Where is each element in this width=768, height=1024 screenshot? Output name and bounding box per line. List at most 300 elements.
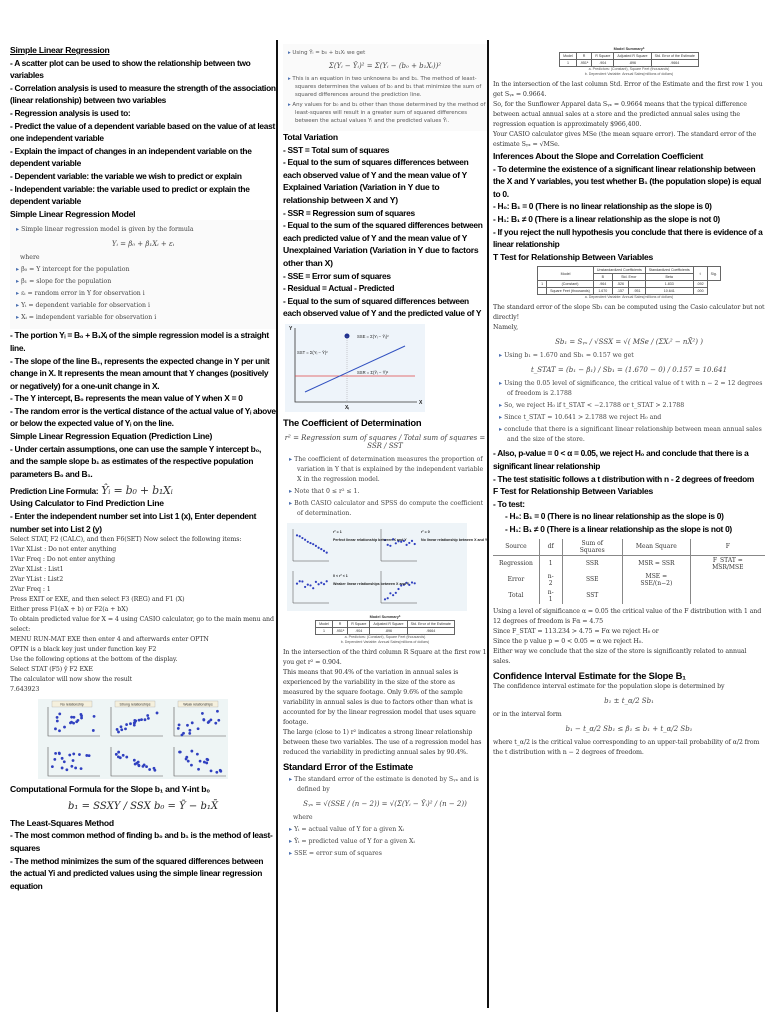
data-point xyxy=(117,731,120,734)
data-point xyxy=(124,728,127,731)
slide-bullet: ▸ conclude that there is a significant linear relationship between mean annual sales and the size of the store. xyxy=(493,425,765,445)
paragraph: Either press F1(aX + b) or F2(a + bX) xyxy=(10,606,128,614)
paragraph: 2Var YList : List2 xyxy=(10,576,64,584)
paragraph: 2Var XList : List1 xyxy=(10,566,64,574)
paragraph: Press EXIT or EXE, and then select F3 (REG) and F1 (X) xyxy=(10,596,185,604)
data-point xyxy=(69,722,72,725)
table-footnote: b. Dependent Variable: Annual Sales(millions of dollars) xyxy=(340,639,430,644)
data-point xyxy=(115,753,118,756)
data-point xyxy=(92,729,95,732)
diagram-label: Xᵢ xyxy=(345,404,350,411)
data-point xyxy=(187,760,190,763)
table-cell: SSE xyxy=(562,572,623,588)
slide-bullet: ▸ εᵢ = random error in Y for observation i xyxy=(10,289,276,299)
data-point xyxy=(56,720,59,723)
data-point xyxy=(54,752,57,755)
data-point xyxy=(119,757,122,760)
table-footnote: a. Predictors: (Constant), Square Feet (thousands) xyxy=(588,67,670,71)
table-cell: F_STAT = MSR/MSE xyxy=(712,556,744,571)
paragraph: Either way we conclude that the size of the store is significantly related to annual sales. xyxy=(493,647,747,665)
table-cell: .9664 xyxy=(407,627,454,634)
data-point xyxy=(414,543,416,545)
column-1 xyxy=(10,44,276,892)
coef-table xyxy=(537,266,721,295)
data-point xyxy=(70,716,73,719)
data-point xyxy=(85,754,88,757)
figure-background xyxy=(285,324,425,412)
data-point xyxy=(197,728,200,731)
figure-label: Weaker linear relationships between X and Y xyxy=(333,581,410,586)
column-subheader: Beta xyxy=(645,274,693,281)
data-point xyxy=(309,584,311,586)
paragraph: Since F_STAT = 113.234 > 4.75 = Fα we reject H₀ or xyxy=(493,627,659,635)
paragraph: Select STAT, F2 (CALC), and then F6(SET) Now select the following items: xyxy=(10,536,242,544)
scatter-plots-figure xyxy=(38,699,228,779)
slide-bullet: ▸ So, we reject H₀ if t_STAT < −2.1788 or t_STAT > 2.1788 xyxy=(493,401,765,411)
table-header-row xyxy=(538,267,721,274)
data-point xyxy=(80,767,83,770)
data-point xyxy=(299,580,301,582)
column-header: R Square xyxy=(592,53,614,60)
data-point xyxy=(117,751,120,754)
data-point xyxy=(74,767,77,770)
data-point xyxy=(129,723,132,726)
data-point xyxy=(190,764,193,767)
table-cell: Total xyxy=(493,588,539,604)
formula: b₁ ± t_α/2 Sb₁ xyxy=(604,696,654,705)
data-point xyxy=(191,722,194,725)
body-text: - The method minimizes the sum of the squared differences between the actual Yi and predicted values using the simple linear regression equation xyxy=(10,855,264,891)
table-cell: MSR = SSR xyxy=(623,555,691,572)
body-text: - To test: xyxy=(493,498,525,509)
diagram-label: SSE = Σ(Yᵢ − Ŷᵢ)² xyxy=(357,333,389,339)
body-text: - Explain the impact of changes in an independent variable on the dependent variable xyxy=(10,145,252,169)
table-cell: .9664 xyxy=(651,60,698,67)
body-text: - To determine the existence of a significant linear relationship between the X and Y variables, you test whether B₁ (the population slope) is equal to 0. xyxy=(493,163,762,199)
body-text: - Independent variable: the variable used to predict or explain the dependent variable xyxy=(10,183,250,207)
paragraph: So, for the Sunflower Apparel data Sᵧₓ = 0.9664 means that the typical difference between actual annual sales at a store and the predicted annual sales using the regression equation is approximately $966,400. xyxy=(493,101,747,128)
paragraph: 2Var Freq : 1 xyxy=(10,586,51,594)
paragraph: 7.643923 xyxy=(10,686,40,694)
data-point xyxy=(148,768,151,771)
data-point xyxy=(153,767,156,770)
diagram-label: X xyxy=(419,399,423,406)
column-header: Adjusted R Square xyxy=(370,620,407,627)
column-header: Sum of Squares xyxy=(562,539,623,556)
data-point xyxy=(320,548,322,550)
figure-background xyxy=(287,523,467,611)
column-header: df xyxy=(539,539,562,556)
data-point xyxy=(182,732,185,735)
data-point xyxy=(384,598,386,600)
data-point xyxy=(395,542,397,544)
table-cell xyxy=(690,572,765,588)
slide-excerpt xyxy=(283,44,487,131)
table-footnote: b. Dependent Variable: Annual Sales(millions of dollars) xyxy=(584,72,674,76)
section-heading: Standard Error of the Estimate xyxy=(283,760,413,772)
paragraph: or in the interval form xyxy=(493,710,562,718)
table-cell: 1 xyxy=(538,281,547,288)
data-point xyxy=(318,547,320,549)
body-text: - H₁: B₁ ≠ 0 (There is a linear relationship as the slope is not 0) xyxy=(493,213,720,224)
data-point xyxy=(145,765,148,768)
data-point xyxy=(206,759,209,762)
data-point xyxy=(186,724,189,727)
table-cell: .904 xyxy=(592,60,614,67)
column-header: Model xyxy=(560,53,577,60)
data-point xyxy=(54,728,57,731)
table-cell: .000 xyxy=(693,288,707,295)
formula: Sb₁ = Sᵧₓ / √SSX = √( MSe / (ΣXᵢ² − nX̄²) ) xyxy=(555,338,703,347)
data-point xyxy=(156,712,159,715)
slide-excerpt xyxy=(10,220,276,329)
data-point xyxy=(203,761,206,764)
data-point xyxy=(138,765,141,768)
paragraph: The standard error of the slope Sb₁ can be computed using the Casio calculator but not directly! xyxy=(493,304,765,322)
table-row xyxy=(493,588,765,604)
diagram-label: SST = Σ(Yᵢ − Ȳ)² xyxy=(297,349,328,355)
column-header: Unstandardized Coefficients xyxy=(593,267,645,274)
slide-bullet: ▸ Yᵢ = actual value of Y for a given Xᵢ xyxy=(283,825,487,835)
table-row xyxy=(538,281,721,288)
data-point xyxy=(133,724,136,727)
data-point xyxy=(80,717,83,720)
column-header: Std. Error of the Estimate xyxy=(651,53,698,60)
diagram-label: SSR = Σ(Ŷᵢ − Ȳ)² xyxy=(357,369,389,375)
table-cell: (Constant) xyxy=(547,281,594,288)
table-cell: MSE = SSE/(n−2) xyxy=(623,572,691,588)
figure-background xyxy=(38,699,228,779)
section-heading: Confidence Interval Estimate for the Slope B₁ xyxy=(493,669,686,681)
slide-bullet: ▸ Any values for b₀ and b₁ other than those determined by the method of least-squares will result in a greater sum of squared differences between the actual values Yᵢ and the predicted values Ŷᵢ. xyxy=(283,101,487,125)
data-point xyxy=(318,583,320,585)
table-cell: 1 xyxy=(560,60,577,67)
slide-text: where xyxy=(293,813,313,821)
section-heading: Unexplained Variation (Variation in Y due to factors other than X) xyxy=(283,245,479,268)
data-point xyxy=(197,768,200,771)
body-text: - Equal to the sum of the squared differences between each predicted value of Y and the mean value of Y xyxy=(283,220,483,243)
body-text: - SST = Total sum of squares xyxy=(283,144,390,155)
data-point xyxy=(78,753,81,756)
table-row xyxy=(560,60,699,67)
section-heading: Inferences About the Slope and Correlation Coefficient xyxy=(493,151,704,161)
paragraph: In the intersection of the third column R Square at the first row 1 you get r² = 0.904. xyxy=(283,648,487,666)
slide-bullet: ▸ SSE = error sum of squares xyxy=(283,849,487,859)
column-2 xyxy=(283,44,487,861)
body-text: - The most common method of finding b₀ and b₁ is the method of least-squares xyxy=(10,830,273,853)
data-point xyxy=(219,769,222,772)
paragraph: Since the p value p = 0 < 0.05 = α we reject H₀. xyxy=(493,637,644,645)
body-text: - SSR = Regression sum of squares xyxy=(283,207,415,218)
slide-bullet: ▸ Yᵢ = dependent variable for observation i xyxy=(10,301,276,311)
slide-bullet: ▸ This is an equation in two unknowns b₀ and b₁. The method of least-squares determines the values of b₀ and b₁ that minimize the sum of squared differences around the prediction line. xyxy=(283,75,487,99)
paragraph: 1Var XList : Do not enter anything xyxy=(10,546,117,554)
data-point xyxy=(208,720,211,723)
column-header: Sig. xyxy=(707,267,720,281)
table-row xyxy=(538,288,721,295)
diagram-label: Y xyxy=(289,325,293,332)
section-heading: Computational Formula for the Slope b₁ and Y-int b₀ xyxy=(10,784,210,795)
paragraph: Your CASIO calculator gives MSe (the mean square error). The standard error of the estimate Sᵧₓ = √MSe. xyxy=(493,131,757,148)
table-footnote: a. Dependent Variable: Annual Sales(millions of dollars) xyxy=(584,295,674,300)
data-point xyxy=(408,542,410,544)
slide-bullet: ▸ The coefficient of determination measures the proportion of variation in Y that is explained by the independent variable X in the regression model. xyxy=(283,455,487,485)
data-point xyxy=(309,542,311,544)
data-point xyxy=(190,750,193,753)
formula: b₁ − t_α/2 Sb₁ ≤ β₁ ≤ b₁ + t_α/2 Sb₁ xyxy=(565,724,693,733)
table-cell xyxy=(538,288,547,295)
body-text: - Equal to the sum of squares differences between each observed value of Y and the mean value of Y xyxy=(283,157,469,180)
paragraph: OPTN is a black key just under function key F2 xyxy=(10,646,157,654)
table-cell: 1.833 xyxy=(645,281,693,288)
figure-label: r² = 1 xyxy=(333,529,342,534)
data-point xyxy=(125,756,128,759)
figure-label: No linear relationship between X and Y xyxy=(421,537,488,542)
body-text: - Correlation analysis is used to measure the strength of the association (linear relationship) between two variables xyxy=(10,82,276,106)
data-point xyxy=(144,719,147,722)
table-cell: Regression xyxy=(493,555,539,572)
table-cell: SST xyxy=(562,588,623,604)
data-point xyxy=(56,716,59,719)
column-header: Adjusted R Square xyxy=(614,53,651,60)
formula: b₁ = SSXY / SSX b₀ = Ȳ − b₁X̄ xyxy=(68,800,218,812)
data-point xyxy=(312,543,314,545)
paragraph: 1Var Freq : Do not enter anything xyxy=(10,556,116,564)
section-heading: Total Variation xyxy=(283,132,338,142)
table-cell: 1 xyxy=(316,627,333,634)
data-point xyxy=(72,759,75,762)
table-cell: .951ᵃ xyxy=(332,627,347,634)
table-cell xyxy=(629,281,646,288)
slide-bullet: ▸ Both CASIO calculator and SPSS do compute the coefficient of determination. xyxy=(283,499,487,519)
column-header: Mean Square xyxy=(623,539,691,556)
slide-bullet: ▸ Xᵢ = independent variable for observation i xyxy=(10,313,276,323)
section-heading: Simple Linear Regression Model xyxy=(10,208,136,219)
slide-bullet: ▸ β₀ = Y intercept for the population xyxy=(10,265,276,275)
data-point xyxy=(301,580,303,582)
paragraph: The large (close to 1) r² indicates a strong linear relationship between these two variables. The use of a regression model has reduced the variability in predicting annual sales by 90.4%. xyxy=(283,728,482,756)
table-cell: n-1 xyxy=(539,588,562,604)
column-header: Standardized Coefficients xyxy=(645,267,693,274)
data-point xyxy=(63,761,66,764)
figure-label: 0 < r² < 1 xyxy=(333,573,348,578)
data-point xyxy=(210,770,213,773)
data-point xyxy=(122,754,125,757)
data-point xyxy=(58,752,61,755)
data-point xyxy=(296,534,298,536)
section-heading: The Least-Squares Method xyxy=(10,817,114,828)
data-point xyxy=(411,540,413,542)
slide-bullet: ▸ Since t_STAT = 10.641 > 2.1788 we reject H₀ and xyxy=(493,413,765,423)
table-header-row xyxy=(316,620,455,627)
data-point xyxy=(147,717,150,720)
data-point xyxy=(70,765,73,768)
slide-bullet: ▸ Simple linear regression model is given by the formula xyxy=(10,225,276,235)
data-point xyxy=(315,581,317,583)
table-cell: .951 xyxy=(629,288,646,295)
paragraph: MENU RUN-MAT EXE then enter 4 and afterwards enter OPTN xyxy=(10,636,209,644)
data-point xyxy=(307,583,309,585)
section-heading: Simple Linear Regression xyxy=(10,45,110,55)
table-cell: .904 xyxy=(348,627,370,634)
data-point xyxy=(185,758,188,761)
data-point xyxy=(68,754,71,757)
column-subheader: Std. Error xyxy=(612,274,645,281)
table-cell: 10.641 xyxy=(645,288,693,295)
data-point xyxy=(296,582,298,584)
table-cell: .896 xyxy=(370,627,407,634)
table-cell xyxy=(623,588,691,604)
table-row xyxy=(493,572,765,588)
data-point xyxy=(142,765,145,768)
data-point xyxy=(304,586,306,588)
slide-bullet: ▸ Note that 0 ≤ r² ≤ 1. xyxy=(283,487,487,497)
data-point xyxy=(120,729,123,732)
body-text: - H₀: B₁ = 0 (There is no linear relationship as the slope is 0) xyxy=(505,511,724,522)
paragraph: The confidence interval estimate for the population slope is determined by xyxy=(493,682,725,690)
section-heading: F Test for Relationship Between Variables xyxy=(493,486,654,497)
data-point xyxy=(140,718,143,721)
table-block xyxy=(493,266,765,300)
column-header: Source xyxy=(493,539,539,556)
body-text: - The random error is the vertical distance of the actual value of Yᵢ above or below the expected value of Yᵢ on the line. xyxy=(10,405,276,429)
data-point xyxy=(133,721,136,724)
data-point xyxy=(51,765,54,768)
data-point xyxy=(389,592,391,594)
scatter-label: No relationship xyxy=(60,702,84,707)
body-text: - Enter the independent number set into List 1 (x), Enter dependent number set into List 2 (y) xyxy=(10,511,257,534)
slide-bullet: ▸ Using the 0.05 level of significance, the critical value of t with n − 2 = 12 degrees of freedom is 2.1788 xyxy=(493,379,765,399)
table-row xyxy=(493,555,765,572)
data-point xyxy=(414,582,416,584)
body-text: - H₀: B₁ = 0 (There is no linear relationship as the slope is 0) xyxy=(493,201,712,212)
data-point xyxy=(199,760,202,763)
column-divider xyxy=(487,40,489,1008)
data-point xyxy=(395,592,397,594)
table-cell: Error xyxy=(493,572,539,588)
table-cell: .157 xyxy=(612,288,629,295)
scatter-label: Strong relationships xyxy=(119,702,151,707)
data-point xyxy=(389,545,391,547)
column-header: R xyxy=(332,620,347,627)
column-header: t xyxy=(693,267,707,281)
column-header: Std. Error of the Estimate xyxy=(407,620,454,627)
data-point xyxy=(323,550,325,552)
scatter-label: Weak relationships xyxy=(183,702,213,707)
data-point xyxy=(215,771,218,774)
slide-bullet: ▸ The standard error of the estimate is denoted by Sᵧₓ and is defined by xyxy=(283,775,487,795)
column-3 xyxy=(493,44,765,758)
data-point xyxy=(188,732,191,735)
body-text: - The slope of the line B₁, represents the expected change in Y per unit change in X. It represents the mean amount that Y changes (positively or negatively) for a one-unit change in X. xyxy=(10,355,270,391)
slide-bullet: ▸ Using Ŷᵢ = b₀ + b₁Xᵢ we get xyxy=(283,49,487,57)
body-text: - Under certain assumptions, one can use the sample Y intercept b₀, and the sample slope b₁ as estimates of the respective population parameters B₀ and B₁. xyxy=(10,443,261,479)
table-header-row xyxy=(493,539,765,556)
data-point xyxy=(58,730,61,733)
formula: t_STAT = (b₁ − β₁) / Sb₁ = (1.670 − 0) / 0.157 = 10.641 xyxy=(530,366,728,375)
data-point xyxy=(65,769,68,772)
section-heading: T Test for Relationship Between Variables xyxy=(493,251,654,262)
formula: Σ(Yᵢ − Ŷᵢ)² = Σ(Yᵢ − (b₀ + b₁Xᵢ))² xyxy=(328,62,442,70)
data-point xyxy=(299,535,301,537)
column-header: Model xyxy=(538,267,594,281)
body-text: - Predict the value of a dependent variable based on the value of at least one independent variable xyxy=(10,120,275,144)
formula-label: Prediction Line Formula: xyxy=(10,487,99,497)
table-header-row xyxy=(560,53,699,60)
data-point xyxy=(387,597,389,599)
data-point xyxy=(312,587,314,589)
paragraph: This means that 90.4% of the variation in annual sales is experienced by the variability in the size of the store as measured by the square footage. Only 9.6% of the sample variability in annual sales is due to factors other than what is accounted for by the linear regression model that uses square footage. xyxy=(283,668,476,726)
table-cell: SSR xyxy=(562,555,623,572)
data-point xyxy=(411,581,413,583)
column-divider xyxy=(276,40,278,1012)
body-text: - If you reject the null hypothesis you conclude that there is evidence of a linear relationship xyxy=(493,226,763,250)
table-cell: n-2 xyxy=(539,572,562,588)
column-header: F xyxy=(690,539,765,556)
data-point xyxy=(196,753,199,756)
prediction-line-formula xyxy=(10,484,276,497)
table-title: Model Summaryᵇ xyxy=(369,614,401,619)
data-point xyxy=(133,759,136,762)
paragraph: In the intersection of the last column Std. Error of the Estimate and the first row 1 you get Sᵧₓ = 0.9664. xyxy=(493,81,763,98)
table-cell: 1.670 xyxy=(593,288,612,295)
column-header: Model xyxy=(316,620,333,627)
data-point xyxy=(217,719,220,722)
data-point xyxy=(326,580,328,582)
data-point xyxy=(120,726,123,729)
section-heading: Explained Variation (Variation in Y due to relationship between X and Y) xyxy=(283,182,440,205)
paragraph: Use the following options at the bottom of the display. xyxy=(10,656,178,664)
r-squared-examples-figure xyxy=(287,523,488,611)
body-text: - Also, p-value = 0 < α = 0.05, we reject H₀ and conclude that there is a significant linear relationship xyxy=(493,448,749,471)
formula: r² = Regression sum of squares / Total sum of squares = SSR / SST xyxy=(284,433,486,450)
formula: Ŷᵢ = b₀ + b₁Xᵢ xyxy=(101,484,173,498)
table-cell: .526 xyxy=(612,281,629,288)
anova-table xyxy=(493,539,765,604)
data-point xyxy=(116,728,119,731)
section-heading: Simple Linear Regression Equation (Prediction Line) xyxy=(10,431,213,442)
data-point xyxy=(387,544,389,546)
data-point xyxy=(135,762,138,765)
data-point xyxy=(188,729,191,732)
table-row xyxy=(316,627,455,634)
paragraph: Using a level of significance α = 0.05 the critical value of the F distribution with 1 and 12 degrees of freedom is Fα = 4.75 xyxy=(493,607,762,625)
figure-label: Perfect linear relationship between X and Y xyxy=(333,537,407,542)
table-cell: 1 xyxy=(539,555,562,572)
data-point xyxy=(63,726,66,729)
body-text: - SSE = Error sum of squares xyxy=(283,270,391,281)
data-point xyxy=(307,541,309,543)
table-footnote: a. Predictors: (Constant), Square Feet (thousands) xyxy=(344,634,426,639)
slide-bullet: ▸ Using b₁ = 1.670 and Sb₁ = 0.157 we get xyxy=(493,351,765,361)
table-title: Model Summaryᵇ xyxy=(613,47,645,51)
data-point xyxy=(178,724,181,727)
body-text: - Residual = Actual - Predicted xyxy=(283,283,395,294)
slide-bullet: ▸ β₁ = slope for the population xyxy=(10,277,276,287)
data-point xyxy=(178,751,181,754)
table-block xyxy=(493,47,765,77)
data-point xyxy=(202,719,205,722)
table-cell: .964 xyxy=(593,281,612,288)
paragraph: Namely, xyxy=(493,324,518,332)
data-point xyxy=(58,713,61,716)
body-text: - The test statisitic follows a t distribution with n - 2 degrees of freedom xyxy=(493,473,755,484)
data-point xyxy=(320,582,322,584)
data-point xyxy=(75,721,78,724)
body-text: - The Y intercept, B₀ represents the mean value of Y when X = 0 xyxy=(10,393,243,404)
data-point xyxy=(177,727,180,730)
data-point xyxy=(61,767,64,770)
